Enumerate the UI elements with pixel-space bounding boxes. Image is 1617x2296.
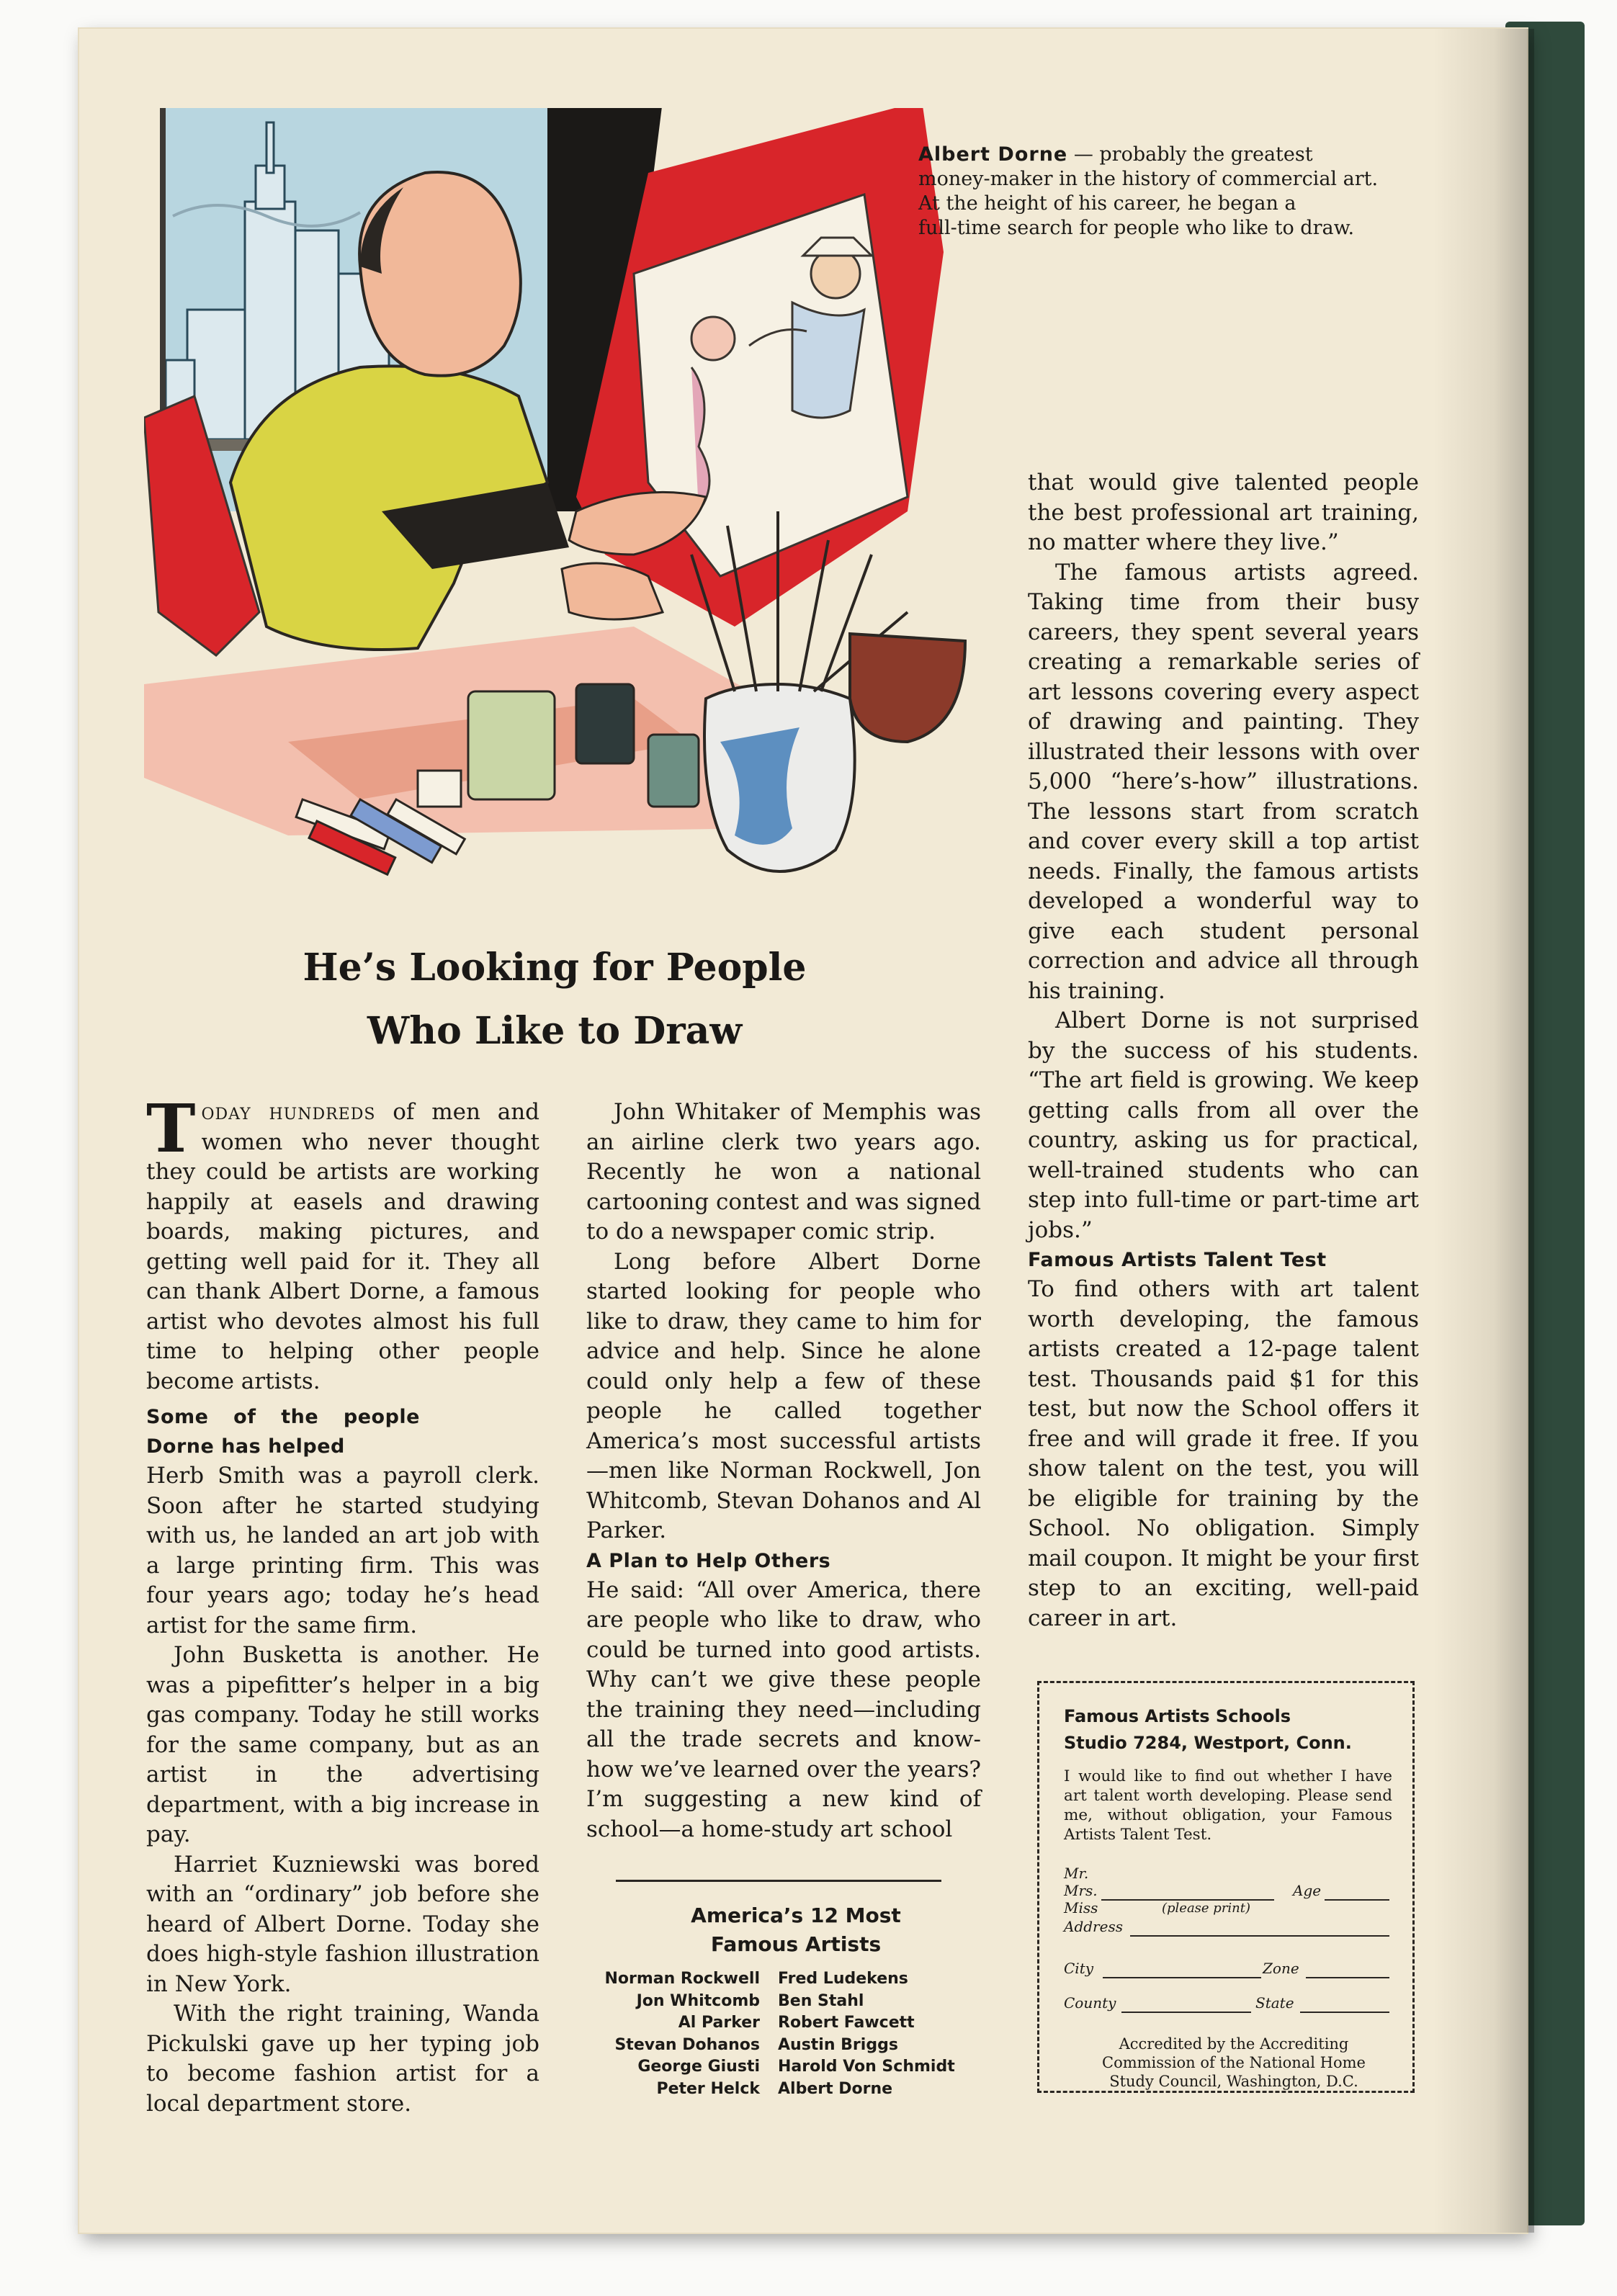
field-label-address: Address xyxy=(1064,1918,1123,1935)
subhead-plan: A Plan to Help Others xyxy=(586,1549,831,1572)
intro-text: of men and women who never thought they could be artists are working happily at easels and drawing boards, making pictures, and getting well paid for it. They all can thank Albert Dorne, a famous artist who devotes almost his full time to helping other people become artists. xyxy=(146,1099,540,1394)
subhead-people-helped: Some of the people Dorne has helped xyxy=(146,1406,420,1458)
caption-line-4: full-time search for people who like to draw. xyxy=(918,217,1355,239)
accreditation-note: Accredited by the Accrediting Commission of the National Home Study Council, Washington, D.C. xyxy=(1102,2035,1366,2090)
artists-title-line-2: Famous Artists xyxy=(710,1932,882,1956)
artist-name: Ben Stahl xyxy=(778,1991,864,2010)
artist-name: Austin Briggs xyxy=(778,2035,898,2054)
drop-cap: T xyxy=(146,1090,196,1167)
field-label-zone: Zone xyxy=(1263,1960,1299,1977)
artist-name: Albert Dorne xyxy=(778,2079,893,2098)
field-label-mrs: Mrs. xyxy=(1064,1882,1098,1899)
artist-name: Robert Fawcett xyxy=(778,2014,915,2032)
coupon-body: I would like to find out whether I have art talent worth developing. Please send me, without obligation, your Famous Artists Talent Test. xyxy=(1064,1767,1392,1844)
state-line[interactable] xyxy=(1300,2012,1389,2013)
age-line[interactable] xyxy=(1325,1899,1389,1901)
artists-row xyxy=(576,1968,1008,1991)
artist-name: George Giusti xyxy=(637,2058,760,2076)
field-label-mr: Mr. xyxy=(1064,1865,1089,1882)
column-1 xyxy=(146,1090,540,2119)
county-line[interactable] xyxy=(1121,2012,1251,2013)
artist-name: Harold Von Schmidt xyxy=(778,2058,955,2076)
paragraph-john-whitaker: John Whitaker of Memphis was an airline clerk two years ago. Recently he won a national cartooning contest and was signed to do a newspaper comic strip. xyxy=(586,1099,981,1245)
artist-name: Fred Ludekens xyxy=(778,1970,908,1988)
artists-row xyxy=(576,2035,1008,2057)
please-print-note: (please print) xyxy=(1162,1901,1251,1916)
caption-line-2: money-maker in the history of commercial art. xyxy=(918,168,1379,190)
caption-line-3: At the height of his career, he began a xyxy=(918,192,1296,215)
headline-line-1: He’s Looking for People xyxy=(303,946,807,990)
artist-name: Peter Helck xyxy=(656,2079,760,2098)
field-label-miss: Miss xyxy=(1064,1899,1098,1916)
artists-row xyxy=(576,2078,1008,2101)
artists-row xyxy=(576,1991,1008,2013)
mail-coupon[interactable] xyxy=(1037,1681,1415,2093)
man-head xyxy=(359,172,521,376)
bowl xyxy=(850,634,965,742)
field-label-age: Age xyxy=(1293,1882,1322,1899)
coupon-school: Famous Artists Schools xyxy=(1064,1706,1291,1726)
page-fold-shadow xyxy=(1433,29,1534,2233)
artist-name: Norman Rockwell xyxy=(604,1970,760,1988)
artists-row xyxy=(576,2012,1008,2035)
column-divider-rule xyxy=(616,1880,941,1882)
artist-name: Stevan Dohanos xyxy=(614,2035,760,2054)
coupon-header xyxy=(1064,1703,1402,1757)
subhead-talent-test: Famous Artists Talent Test xyxy=(1028,1249,1327,1271)
column-3 xyxy=(1028,468,1419,1633)
intro-paragraph xyxy=(146,1090,540,1396)
paragraph-not-surprised: Albert Dorne is not surprised by the success of his students. “The art field is growing. We keep getting calls from all over the country, asking us for practical, well-trained students who can step into full-time or part-time art jobs.” xyxy=(1028,1008,1419,1243)
headline xyxy=(209,936,900,1063)
artist-name: Jon Whitcomb xyxy=(636,1991,760,2010)
illustration-caption xyxy=(918,143,1394,241)
paragraph-continued: that would give talented people the best professional art training, no matter where they live.” xyxy=(1028,470,1419,555)
field-label-city: City xyxy=(1064,1960,1094,1977)
paragraph-harriet: Harriet Kuzniewski was bored with an “ordinary” job before she heard of Albert Dorne. Today she does high-style fashion illustration in New York. xyxy=(146,1851,539,1997)
headline-line-2: Who Like to Draw xyxy=(367,1009,743,1053)
paragraph-herb-smith: Herb Smith was a payroll clerk. Soon after he started studying with us, he landed an art job with a large printing firm. This was four years ago; today he’s head artist for the same firm. xyxy=(146,1463,539,1638)
coupon-studio: Studio 7284, Westport, Conn. xyxy=(1064,1733,1352,1753)
field-label-county: County xyxy=(1064,1994,1116,2012)
paragraph-artists-agreed: The famous artists agreed. Taking time from their busy careers, they spent several years creating a remarkable series of art lessons covering every aspect of drawing and painting. They illustrated their lessons with over 5,000 “here’s-how” illustrations. The lessons start from scratch and cover every skill a top artist needs. Finally, the famous artists developed a wonderful way to give each student personal correction and advice all through his training. xyxy=(1028,559,1419,1004)
caption-name: Albert Dorne xyxy=(918,143,1068,166)
address-line[interactable] xyxy=(1130,1935,1389,1937)
paragraph-talent-test: To find others with art talent worth developing, the famous artists created a 12-page talent test. Thousands paid $1 for this test, but now the School offers it free and will grade it free. If you show talent on the test, you will be eligible for training by the School. No obligation. Simply mail coupon. It might be your first step to an exciting, well-paid career in art. xyxy=(1028,1276,1419,1631)
paragraph-long-before: Long before Albert Dorne started looking for people who like to draw, they came to him for advice and help. Since he alone could only help a few of these people he called together America’s most successful artists —men like Norman Rockwell, Jon Whitcomb, Stevan Dohanos and Al Parker. xyxy=(586,1248,981,1543)
paragraph-wanda: With the right training, Wanda Pickulski gave up her typing job to become fashion artist for a local department store. xyxy=(146,2001,539,2117)
zone-line[interactable] xyxy=(1306,1977,1389,1978)
artists-title-line-1: America’s 12 Most xyxy=(691,1903,901,1927)
paragraph-john-busketta: John Busketta is another. He was a pipefitter’s helper in a big gas company. Today he still works for the same company, but as an artist in the advertising department, with a big increase in pay. xyxy=(146,1642,539,1847)
artists-title xyxy=(591,1901,1001,1959)
artists-row xyxy=(576,2056,1008,2078)
paragraph-he-said: He said: “All over America, there are people who like to draw, who could be turned into good artists. Why can’t we give these people the training they need—including all the trade secrets and know-how we’ve learned over the years? I’m suggesting a new kind of school—a home-study art school xyxy=(586,1577,981,1842)
albert-dorne-illustration xyxy=(144,108,994,922)
artists-list xyxy=(576,1968,1008,2100)
artist-name: Al Parker xyxy=(678,2014,760,2032)
intro-lead: oday hundreds xyxy=(201,1099,376,1125)
caption-line-1: — probably the greatest xyxy=(1067,143,1313,166)
field-label-state: State xyxy=(1255,1994,1294,2012)
column-2 xyxy=(586,1098,981,1844)
city-line[interactable] xyxy=(1103,1977,1261,1978)
